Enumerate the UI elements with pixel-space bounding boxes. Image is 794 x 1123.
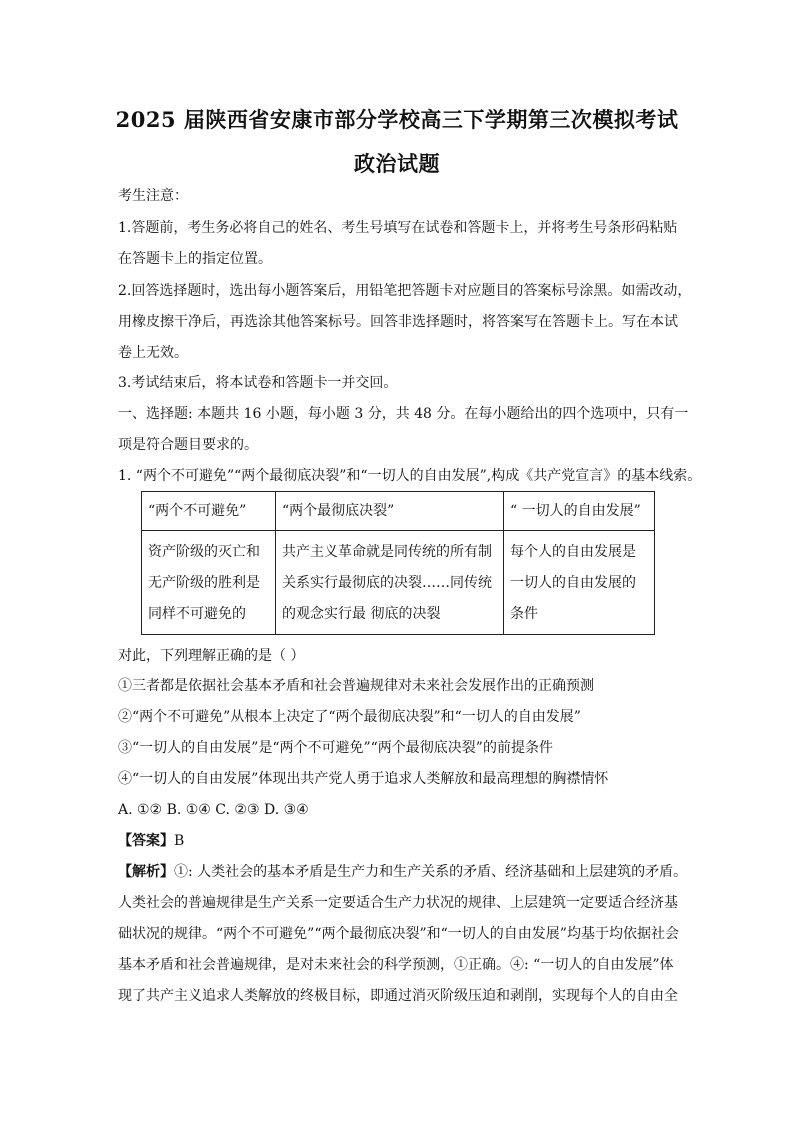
cell-line: 共产主义革命就是同传统的所有制 [282, 544, 492, 560]
table-cell [142, 531, 276, 635]
answer-tag: 【答案】 [118, 833, 174, 849]
question-prompt: 对此，下列理解正确的是（ ） [118, 648, 305, 664]
option-line: ②“两个不可避免”从根本上决定了“两个最彻底决裂”和“一切人的自由发展” [118, 709, 581, 725]
section-heading-cont: 项是符合题目要求的。 [118, 437, 258, 453]
cell-line: 的观念实行最 彻底的决裂 [282, 606, 441, 622]
analysis-tag: 【解析】 [118, 864, 174, 880]
analysis-text: ①: 人类社会的基本矛盾是生产力和生产关系的矛盾、经济基础和上层建筑的矛盾。 [174, 864, 688, 880]
cell-line: 条件 [510, 606, 538, 622]
analysis-line: 现了共产主义追求人类解放的终极目标，即通过消灭阶级压迫和剥削，实现每个人的自由全 [118, 988, 678, 1004]
notice-heading: 考生注意： [118, 188, 188, 204]
notice-line: 卷上无效。 [118, 345, 188, 361]
section-heading: 一、选择题: 本题共 16 小题，每小题 3 分，共 48 分。在每小题给出的四个选项中，只有一 [118, 406, 689, 422]
notice-line: 1.答题前，考生务必将自己的姓名、考生号填写在试卷和答题卡上，并将考生号条形码粘贴 [118, 220, 678, 236]
analysis-line [118, 862, 688, 882]
table-header-cell: “ 一切人的自由发展” [504, 492, 655, 531]
question-table [141, 491, 655, 635]
answer-value: B [174, 833, 185, 849]
table-cell [276, 531, 504, 635]
cell-line: 资产阶级的灭亡和 [148, 544, 260, 560]
table-header-row [142, 492, 655, 531]
cell-line: 一切人的自由发展的 [510, 575, 636, 591]
option-line: ①三者都是依据社会基本矛盾和社会普遍规律对未来社会发展作出的正确预测 [118, 678, 594, 694]
cell-line: 关系实行最彻底的决裂……同传统 [282, 575, 492, 591]
cell-line: 每个人的自由发展是 [510, 544, 636, 560]
exam-subtitle: 政治试题 [354, 151, 440, 176]
table-header-cell: “两个最彻底决裂” [276, 492, 504, 531]
analysis-line: 础状况的规律。“两个不可避免”“两个最彻底决裂”和“一切人的自由发展”均基于均依据社会 [118, 926, 679, 942]
table-cell [504, 531, 655, 635]
cell-line: 无产阶级的胜利是 [148, 575, 260, 591]
table-header-cell: “两个不可避免” [142, 492, 276, 531]
notice-line: 2.回答选择题时，选出每小题答案后，用铅笔把答题卡对应题目的答案标号涂黑。如需改动， [118, 283, 692, 299]
answer-choices: A. ①② B. ①④ C. ②③ D. ③④ [118, 802, 309, 818]
question-stem: 1. “两个不可避免”“两个最彻底决裂”和“一切人的自由发展”,构成《共产党宣言》的基本线索。 [118, 468, 702, 484]
cell-line: 同样不可避免的 [148, 606, 246, 622]
table-row [142, 531, 655, 635]
analysis-line: 基本矛盾和社会普遍规律，是对未来社会的科学预测，①正确。④: “一切人的自由发展”体 [118, 957, 674, 973]
notice-line: 在答题卡上的指定位置。 [118, 251, 272, 267]
exam-title: 2025 届陕西省安康市部分学校高三下学期第三次模拟考试 [115, 107, 679, 132]
option-line: ③“一切人的自由发展”是“两个不可避免”“两个最彻底决裂”的前提条件 [118, 740, 553, 756]
notice-line: 3.考试结束后，将本试卷和答题卡一并交回。 [118, 375, 398, 391]
analysis-line: 人类社会的普遍规律是生产关系一定要适合生产力状况的规律、上层建筑一定要适合经济基 [118, 895, 678, 911]
notice-line: 用橡皮擦干净后，再选涂其他答案标号。回答非选择题时，将答案写在答题卡上。写在本试 [118, 314, 678, 330]
answer-line [118, 831, 678, 851]
option-line: ④“一切人的自由发展”体现出共产党人勇于追求人类解放和最高理想的胸襟情怀 [118, 771, 609, 787]
